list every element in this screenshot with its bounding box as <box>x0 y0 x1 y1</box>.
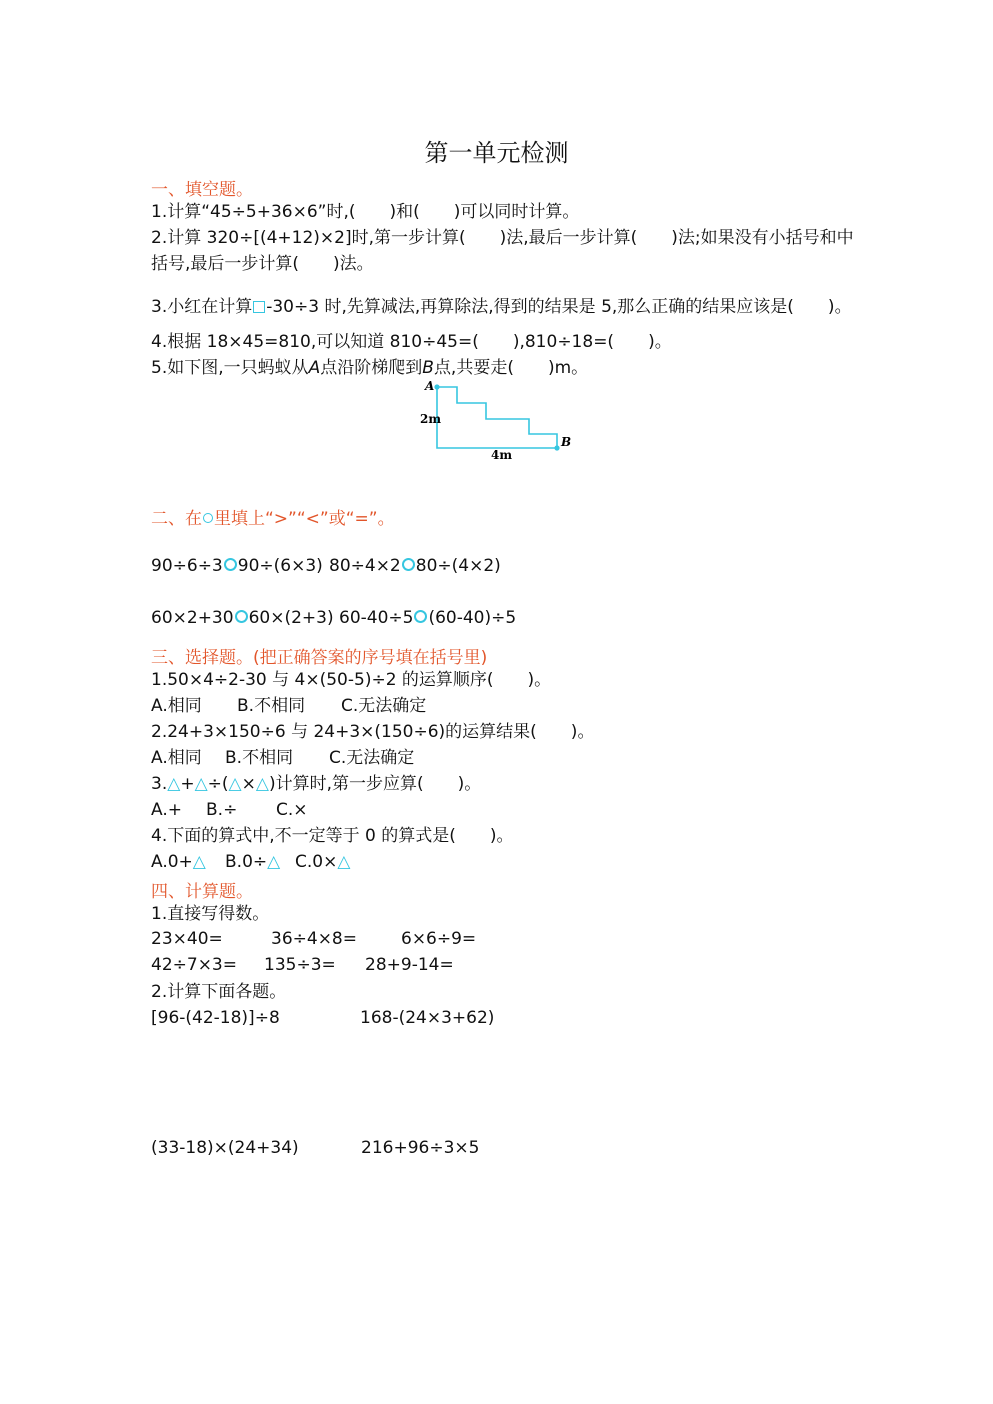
fig-label-a: A <box>425 379 435 393</box>
expr-left: 90÷6÷3 <box>151 556 223 576</box>
triangle-icon: △ <box>167 774 181 794</box>
expr-left: 60-40÷5 <box>339 608 414 628</box>
expr-right: (60-40)÷5 <box>428 608 517 628</box>
triangle-icon: △ <box>228 774 242 794</box>
calc-problem: 216+96÷3×5 <box>361 1138 480 1158</box>
s1-q5-b: 点沿阶梯爬到 <box>320 358 423 378</box>
s3-q1: 1.50×4÷2-30 与 4×(50-5)÷2 的运算顺序( )。 <box>151 670 552 690</box>
staircase-outline <box>437 387 557 448</box>
fig-label-b: B <box>561 435 572 449</box>
compare-circle-icon[interactable] <box>235 610 248 623</box>
calc-problem: (33-18)×(24+34) <box>151 1138 299 1158</box>
point-a-dot <box>434 384 439 389</box>
circle-blank-icon <box>203 513 213 523</box>
s3-q4-opt-b <box>225 851 280 873</box>
section-3-heading: 三、选择题。(把正确答案的序号填在括号里) <box>151 648 488 668</box>
s1-q3-a: 3.小红在计算 <box>151 297 253 317</box>
q3-part3: × <box>241 774 256 794</box>
expr-right: 90÷(6×3) <box>237 556 323 576</box>
s3-q2-opt-c: C.无法确定 <box>329 748 415 768</box>
triangle-icon: △ <box>194 774 208 794</box>
calc-problem: 168-(24×3+62) <box>360 1008 495 1028</box>
point-b-dot <box>554 445 559 450</box>
section-1-heading: 一、填空题。 <box>151 180 253 200</box>
calc-item: 135÷3= <box>264 955 336 975</box>
s1-q5-c: 点,共要走( )m。 <box>433 358 589 378</box>
s1-q5 <box>151 357 588 379</box>
compare-circle-icon[interactable] <box>402 558 415 571</box>
triangle-icon: △ <box>192 852 206 872</box>
opt-text: C.0× <box>295 852 338 872</box>
q3-part4: )计算时,第一步应算( )。 <box>268 774 482 794</box>
expr-left: 80÷4×2 <box>329 556 401 576</box>
s2-r1c1 <box>151 555 323 577</box>
s1-q2-line1: 2.计算 320÷[(4+12)×2]时,第一步计算( )法,最后一步计算( )法;如果没有小括号和中 <box>151 228 854 248</box>
s4-sub1: 1.直接写得数。 <box>151 904 270 924</box>
q3-part1: + <box>180 774 195 794</box>
s3-q2-opt-b: B.不相同 <box>225 748 294 768</box>
expr-right: 60×(2+3) <box>248 608 334 628</box>
s2-r2c1 <box>151 607 334 629</box>
calc-item: 36÷4×8= <box>271 929 357 949</box>
expr-right: 80÷(4×2) <box>415 556 501 576</box>
s3-q3-opt-b: B.÷ <box>206 800 238 820</box>
calc-item: 6×6÷9= <box>401 929 477 949</box>
blank-square-icon <box>253 301 265 313</box>
section-2-heading <box>151 504 395 529</box>
s2-heading-a: 二、在 <box>151 509 202 529</box>
s2-r2c2 <box>339 607 516 629</box>
staircase-figure <box>415 378 585 468</box>
s3-q1-opt-b: B.不相同 <box>237 696 306 716</box>
s3-q1-opt-a: A.相同 <box>151 696 202 716</box>
s3-q4-opt-c <box>295 851 350 873</box>
s1-q5-a: 5.如下图,一只蚂蚁从 <box>151 358 309 378</box>
calc-item: 42÷7×3= <box>151 955 237 975</box>
q3-prefix: 3. <box>151 774 168 794</box>
compare-circle-icon[interactable] <box>414 610 427 623</box>
s1-q5-point-a: A <box>308 358 321 378</box>
section-4-heading: 四、计算题。 <box>151 882 253 902</box>
opt-text: B.0÷ <box>225 852 268 872</box>
s3-q4: 4.下面的算式中,不一定等于 0 的算式是( )。 <box>151 826 514 846</box>
triangle-icon: △ <box>337 852 351 872</box>
compare-circle-icon[interactable] <box>224 558 237 571</box>
s4-sub2: 2.计算下面各题。 <box>151 982 287 1002</box>
s3-q2-opt-a: A.相同 <box>151 748 202 768</box>
s1-q3 <box>151 296 852 318</box>
s1-q4: 4.根据 18×45=810,可以知道 810÷45=( ),810÷18=( )。 <box>151 332 672 352</box>
s2-r1c2 <box>329 555 501 577</box>
calc-item: 28+9-14= <box>365 955 454 975</box>
s2-heading-b: 里填上“>”“<”或“=”。 <box>214 509 395 529</box>
triangle-icon: △ <box>255 774 269 794</box>
fig-label-height: 2m <box>420 412 442 426</box>
triangle-icon: △ <box>267 852 281 872</box>
expr-left: 60×2+30 <box>151 608 234 628</box>
page-title: 第一单元检测 <box>424 139 569 167</box>
s3-q2: 2.24+3×150÷6 与 24+3×(150÷6)的运算结果( )。 <box>151 722 595 742</box>
s3-q4-opt-a <box>151 851 206 873</box>
fig-label-width: 4m <box>491 448 513 462</box>
q3-part2: ÷( <box>207 774 229 794</box>
s3-q1-opt-c: C.无法确定 <box>341 696 427 716</box>
s1-q1: 1.计算“45÷5+36×6”时,( )和( )可以同时计算。 <box>151 202 580 222</box>
s3-q3-opt-c: C.× <box>276 800 308 820</box>
s1-q5-point-b: B <box>422 358 434 378</box>
s1-q3-b: -30÷3 时,先算减法,再算除法,得到的结果是 5,那么正确的结果应该是( )。 <box>266 297 852 317</box>
calc-item: 23×40= <box>151 929 223 949</box>
s3-q3-opt-a: A.+ <box>151 800 182 820</box>
s1-q2-line2: 括号,最后一步计算( )法。 <box>151 254 374 274</box>
calc-problem: [96-(42-18)]÷8 <box>151 1008 280 1028</box>
opt-text: A.0+ <box>151 852 193 872</box>
s3-q3 <box>151 773 481 795</box>
